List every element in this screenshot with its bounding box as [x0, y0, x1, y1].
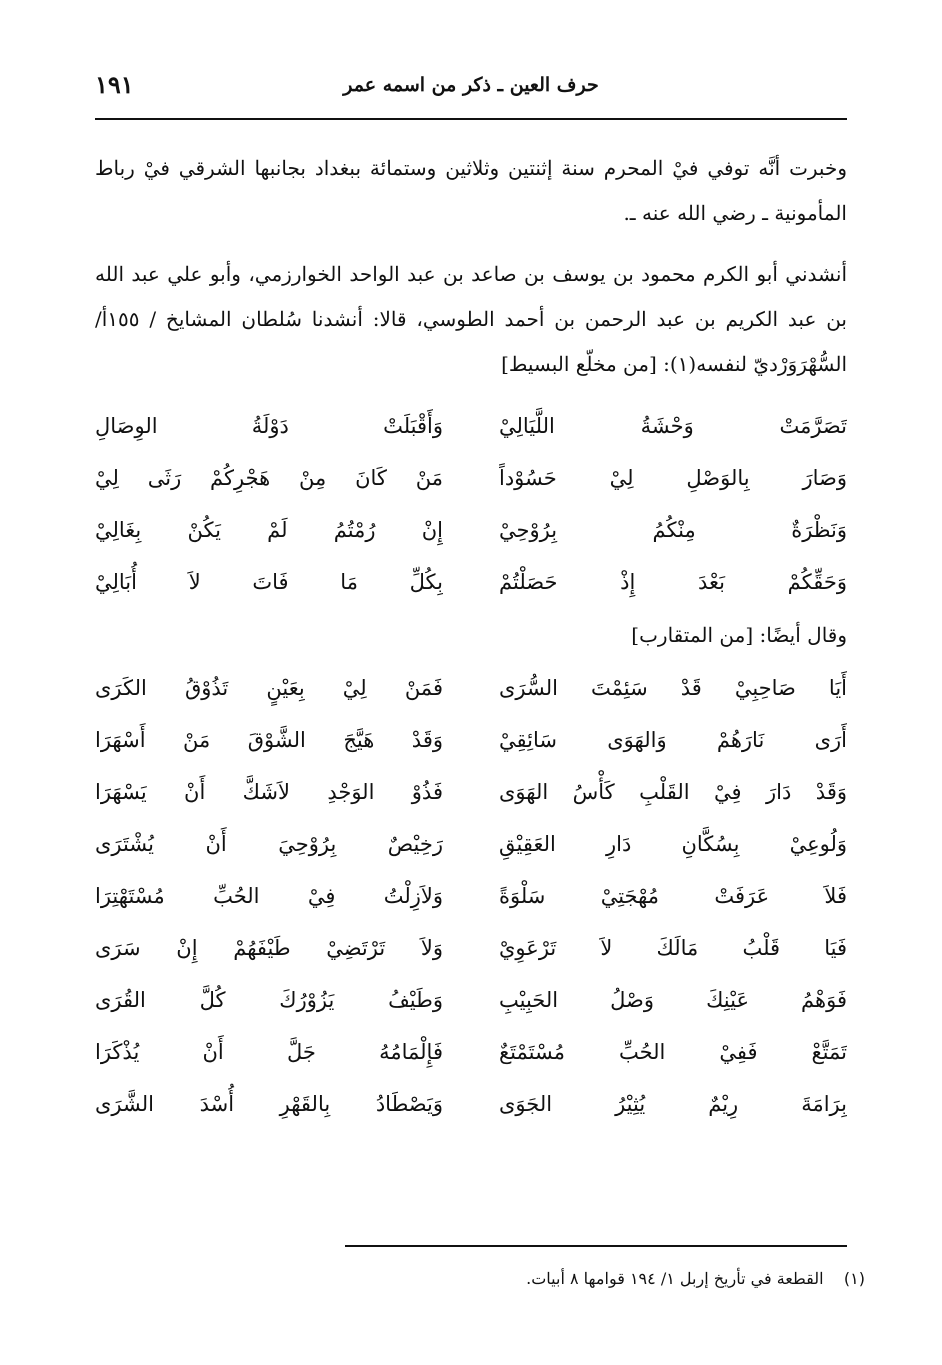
verse-second-hemistich: بِكُلِّ مَا فَاتَ لاَ أُبَالِيْ [95, 570, 443, 594]
verse-second-hemistich: مَنْ كَانَ مِنْ هَجْرِكُمْ رَثَى لِيْ [95, 466, 443, 490]
verse-second-hemistich: فَذُوْ الوَجْدِ لاَشَكَّ أَنْ يَسْهَرَا [95, 780, 443, 804]
verse [95, 1078, 847, 1130]
verse-second-hemistich: وَلاَزِلْتُ فِيْ الحُبِّ مُسْتَهْتِرَا [95, 884, 443, 908]
verse-first-hemistich: فَيَا قَلْبُ مَالَكَ لاَ تَرْعَوِيْ [499, 936, 847, 960]
verse-second-hemistich: وَأَقْبَلَتْ دَوْلَةُ الوِصَالِ [95, 414, 443, 438]
verse [95, 766, 847, 818]
footnote-rule [345, 1245, 847, 1247]
verse-second-hemistich: وَطَيْفُ يَزُوْرُكَ كُلَّ القُرَى [95, 988, 443, 1012]
verse-second-hemistich: فَإِلْمَامُهُ جَلَّ أَنْ يُذْكَرَا [95, 1040, 443, 1064]
page-number: ١٩١ [95, 70, 134, 99]
paragraph-death-report: وخبرت أنَّه توفي فيْ المحرم سنة إثنتين وثلاثين وستمائة ببغداد بجانبها الشرقي فيْ رباط المأمونية ـ رضي الله عنه ـ. [95, 156, 847, 225]
verse-first-hemistich: وَحَقِّكُمْ بَعْدَ إِذْ حَصَلْتُمْ [499, 570, 847, 594]
verse [95, 714, 847, 766]
verse-second-hemistich: وَلاَ تَرْتَضِيْ طَيْفَهُمْ إِنْ سَرَى [95, 936, 443, 960]
verse-second-hemistich: رَخِيْصٌ بِرُوْحِيَ أَنْ يُشْتَرَى [95, 832, 443, 856]
meter-label: وقال أيضًا: [من المتقارب] [631, 623, 847, 647]
verse-first-hemistich: وَلُوعِيْ بِسُكَّانِ دَارِ العَقِيْقِ [499, 832, 847, 856]
verse-first-hemistich: وَقَدْ دَارَ فِيْ القَلْبِ كَأْسُ الهَوَى [499, 780, 847, 804]
verse [95, 400, 847, 452]
verse-first-hemistich: تَمَتَّعْ فَفِيْ الحُبِّ مُسْتَمْتَعٌ [499, 1040, 847, 1064]
verse-first-hemistich: وَصَارَ بِالوَصْلِ لِيْ حَسُوْداً [499, 466, 847, 490]
verse [95, 1026, 847, 1078]
verse [95, 452, 847, 504]
footnote-marker: (١) [843, 1269, 865, 1288]
verse-first-hemistich: وَنَظْرَةٌ مِنْكُمُ بِرُوْحِيْ [499, 518, 847, 542]
verse-first-hemistich: أَرَى نَارَهُمْ وَالهَوَى سَائِقِيْ [499, 728, 847, 752]
verse-second-hemistich: وَقَدْ هَيَّجَ الشَّوْقَ مَنْ أَسْهَرَا [95, 728, 443, 752]
verse-first-hemistich: فَوَهْمُ عَيْنِكَ وَصْلُ الحَبِيْبِ [499, 988, 847, 1012]
footnote [95, 1264, 865, 1294]
page-header [95, 62, 847, 114]
verse [95, 504, 847, 556]
verse [95, 662, 847, 714]
verse [95, 556, 847, 608]
verse [95, 870, 847, 922]
verse-first-hemistich: تَصَرَّمَتْ وَحْشَةُ اللَّيَالِيْ [499, 414, 847, 438]
verse-second-hemistich: إِنْ رُمْتُمُ لَمْ يَكُنْ بِغَالِيْ [95, 518, 443, 542]
verse [95, 818, 847, 870]
paragraph-chain-of-narration: أنشدني أبو الكرم محمود بن يوسف بن صاعد بن عبد الواحد الخوارزمي، وأبو علي عبد الله بن عبد الكريم بن عبد الرحمن بن أحمد الطوسي، قالا: أنشدنا سُلطان المشايخ / ١٥٥أ/ السُّهْرَوَرْديّ لنفسه(١): [من مخلّع البسيط] [95, 262, 848, 376]
header-rule [95, 118, 847, 120]
verse [95, 922, 847, 974]
verse-second-hemistich: فَمَنْ لِيْ بِعَيْنٍ تَذُوْقُ الكَرَى [95, 676, 443, 700]
verse-first-hemistich: أَيَا صَاحِبِيْ قَدْ سَئِمْتَ السُّرَى [499, 676, 847, 700]
verse-first-hemistich: فَلاَ عَرَفَتْ مُهْجَتِيْ سَلْوَةً [499, 884, 847, 908]
footnote-text: القطعة في تأريخ إربل ١/ ١٩٤ قوامها ٨ أبيات. [526, 1269, 824, 1288]
verse [95, 974, 847, 1026]
verse-second-hemistich: وَيَصْطَادُ بِالقَهْرِ أُسْدَ الشَّرَى [95, 1092, 443, 1116]
verse-first-hemistich: بِرَامَةَ رِيْمٌ يُثِيْرُ الجَوَى [499, 1092, 847, 1116]
running-title: حرف العين ـ ذكر من اسمه عمر [343, 74, 599, 96]
